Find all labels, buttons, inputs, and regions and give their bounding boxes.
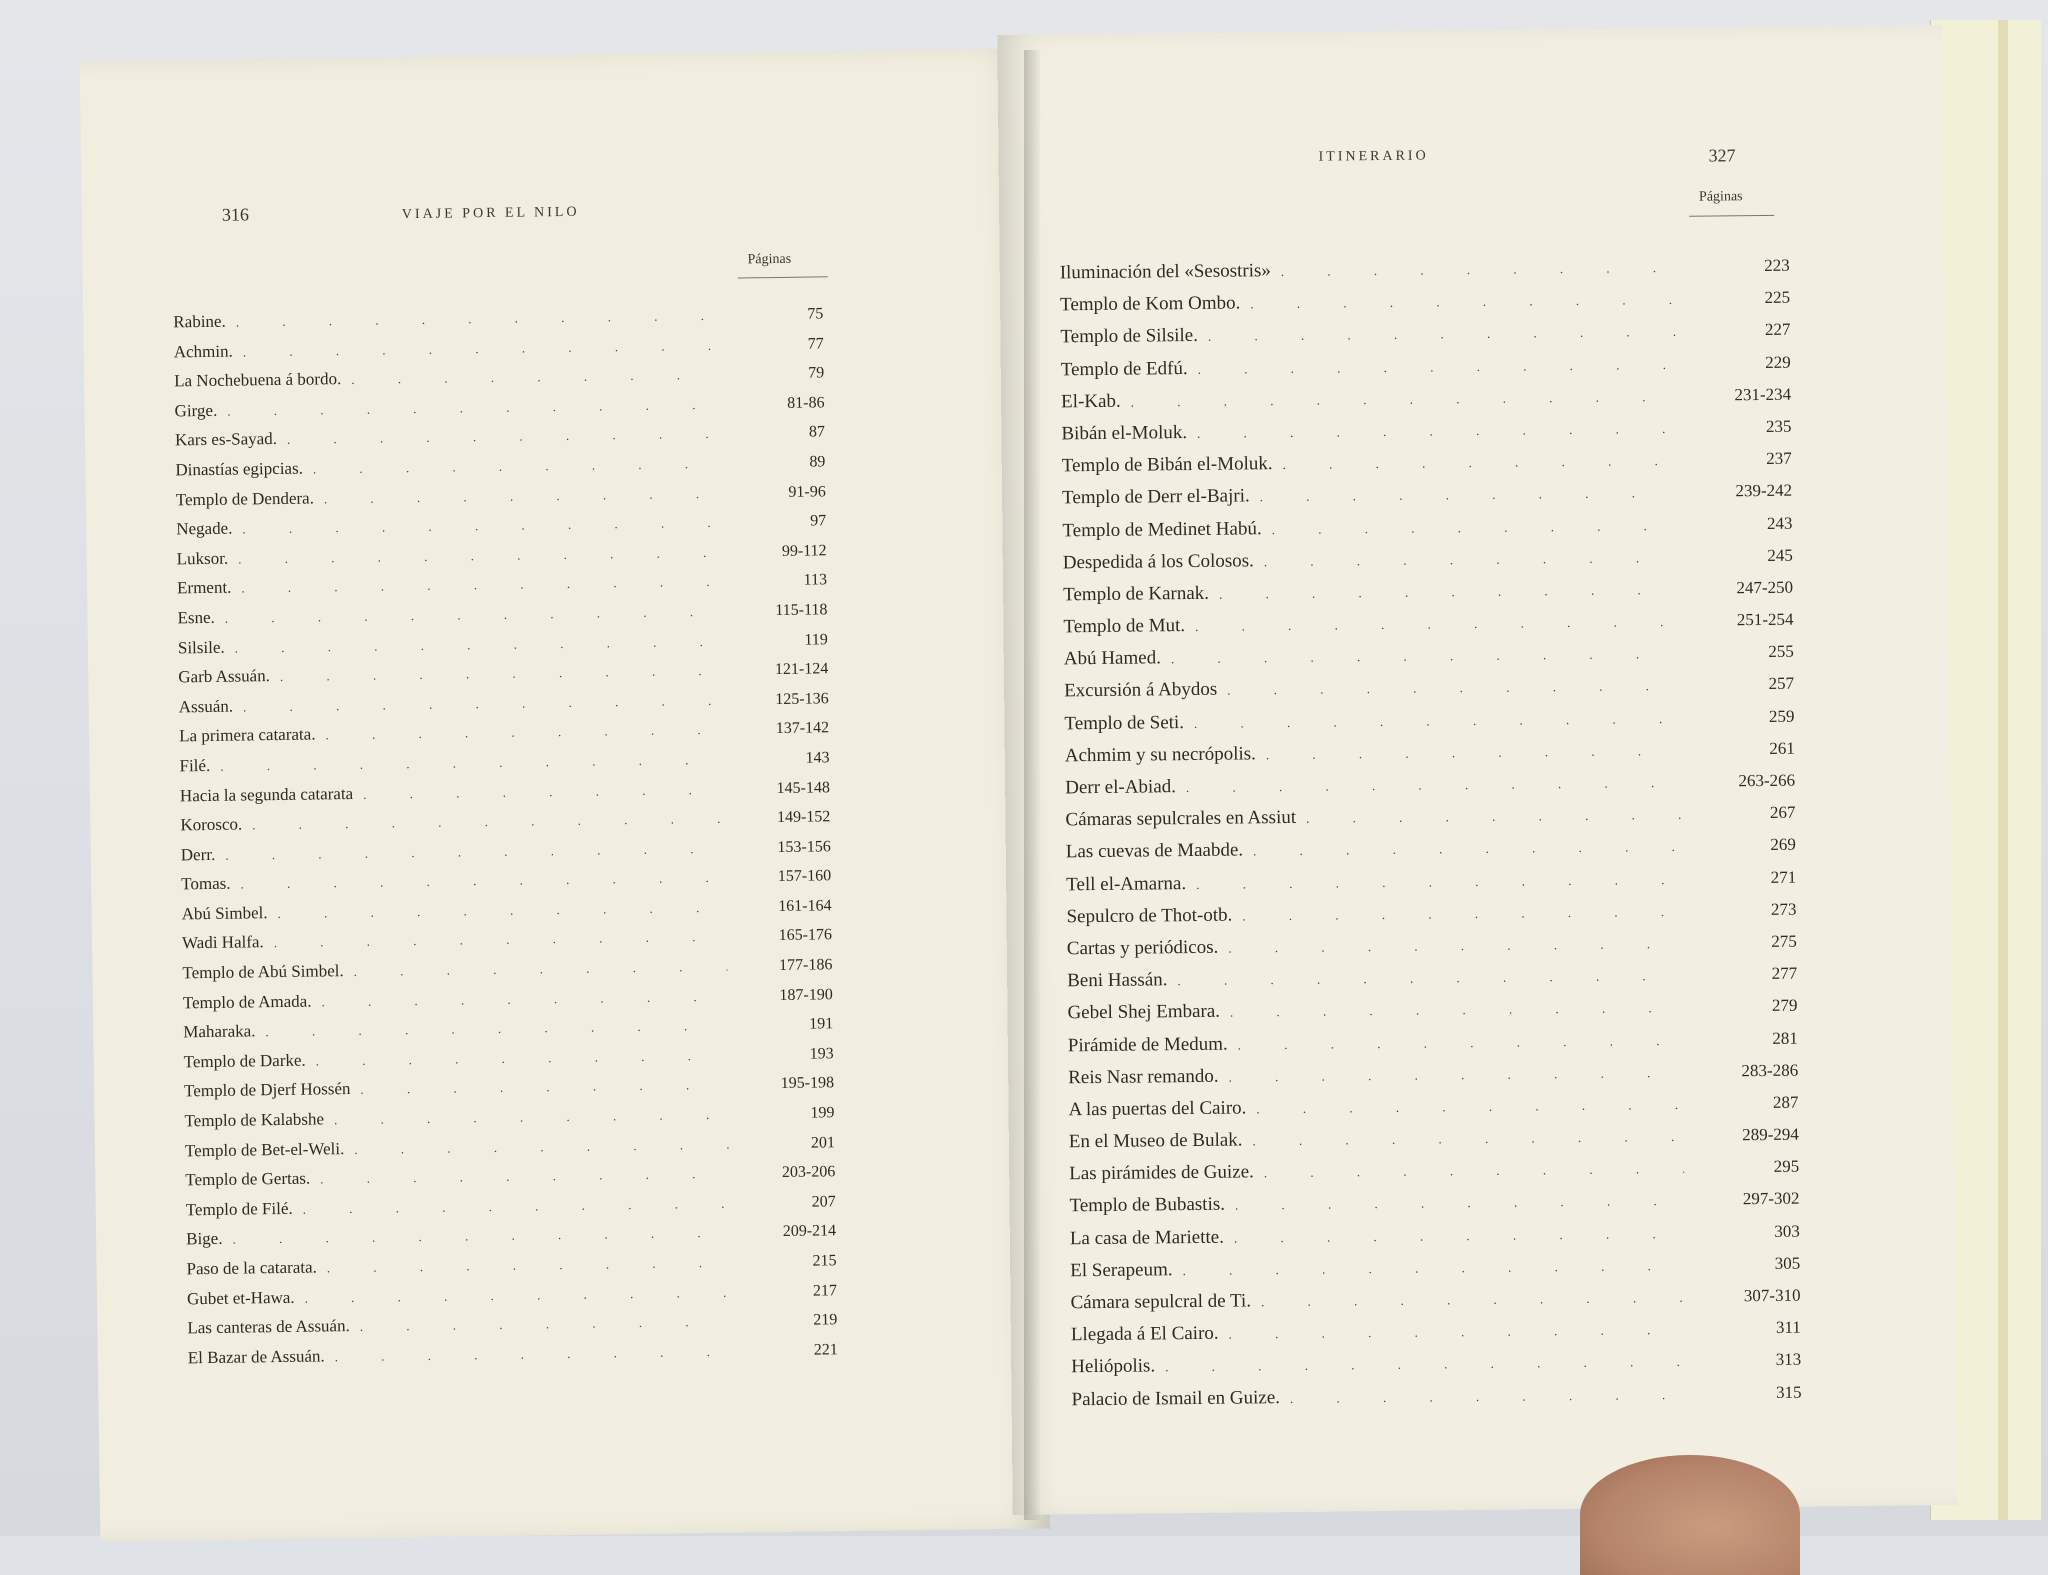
toc-dot-leader xyxy=(354,1136,730,1157)
toc-entry-title: Palacio de Ismail en Guize. xyxy=(1071,1386,1281,1410)
left-column-label: Páginas xyxy=(747,251,792,268)
toc-entry-pages: 203-206 xyxy=(781,1163,836,1182)
toc-entry-title: Abú Hamed. xyxy=(1063,647,1162,670)
toc-dot-leader xyxy=(325,722,724,744)
toc-dot-leader xyxy=(236,308,719,331)
toc-dot-leader xyxy=(1234,1225,1685,1246)
toc-entry-title: Bige. xyxy=(186,1229,223,1249)
toc-entry-title: Gebel Shej Embara. xyxy=(1067,1001,1221,1024)
toc-entry-pages: 283-286 xyxy=(1741,1060,1799,1080)
toc-dot-leader xyxy=(1260,485,1678,505)
toc-entry-pages: 125-136 xyxy=(775,690,829,708)
toc-entry-pages: 75 xyxy=(807,305,824,323)
toc-dot-leader xyxy=(1227,678,1679,699)
toc-dot-leader xyxy=(1194,711,1680,732)
toc-dot-leader xyxy=(1238,1032,1683,1053)
toc-dot-leader xyxy=(225,604,723,627)
toc-entry-title: Bibán el-Moluk. xyxy=(1061,421,1188,445)
toc-dot-leader xyxy=(1242,904,1681,925)
toc-entry-pages: 313 xyxy=(1775,1350,1802,1370)
toc-dot-leader xyxy=(334,1107,730,1129)
right-column-label: Páginas xyxy=(1698,189,1743,205)
toc-entry-pages: 97 xyxy=(810,512,827,530)
toc-dot-leader xyxy=(1306,807,1681,827)
toc-dot-leader xyxy=(1256,1097,1683,1117)
toc-dot-leader xyxy=(327,1255,732,1277)
toc-entry-pages: 143 xyxy=(805,749,830,767)
toc-entry-pages: 235 xyxy=(1765,416,1792,436)
toc-entry-title: Dinastías egipcias. xyxy=(175,458,304,480)
thumb xyxy=(1580,1455,1800,1575)
toc-entry-title: Templo de Bubastis. xyxy=(1069,1194,1226,1217)
toc-dot-leader xyxy=(238,545,722,568)
toc-dot-leader xyxy=(243,692,724,715)
toc-dot-leader xyxy=(321,988,728,1010)
toc-dot-leader xyxy=(1197,421,1677,442)
toc-entry-pages: 251-254 xyxy=(1736,609,1794,630)
toc-entry-title: Erment. xyxy=(176,577,232,598)
toc-entry-title: Templo de Seti. xyxy=(1064,711,1185,734)
toc-dot-leader xyxy=(335,1343,733,1365)
toc-entry-pages: 223 xyxy=(1764,255,1790,275)
toc-entry-title: Assuán. xyxy=(178,696,234,717)
toc-entry-title: Filé. xyxy=(179,755,211,776)
toc-entry-pages: 269 xyxy=(1770,835,1796,855)
toc-entry-title: El-Kab. xyxy=(1061,390,1121,413)
toc-entry-pages: 287 xyxy=(1772,1092,1799,1112)
toc-entry-title: Paso de la catarata. xyxy=(186,1257,317,1279)
toc-entry-title: Templo de Djerf Hossén xyxy=(183,1079,351,1101)
toc-entry-pages: 305 xyxy=(1774,1253,1801,1273)
toc-dot-leader xyxy=(1264,550,1678,570)
toc-entry-pages: 145-148 xyxy=(776,778,831,797)
toc-dot-leader xyxy=(351,367,719,388)
toc-entry-pages: 289-294 xyxy=(1742,1124,1799,1145)
toc-entry-pages: 137-142 xyxy=(775,719,830,738)
toc-entry-pages: 199 xyxy=(810,1104,835,1122)
toc-entry-title: Maharaka. xyxy=(183,1021,256,1042)
toc-entry-title: Templo de Derr el-Bajri. xyxy=(1062,485,1250,509)
toc-dot-leader xyxy=(1177,968,1682,989)
toc-entry-title: Wadi Halfa. xyxy=(181,932,264,953)
toc-entry-pages: 113 xyxy=(803,571,828,589)
left-toc-list xyxy=(173,303,838,1377)
toc-entry-pages: 215 xyxy=(812,1252,837,1270)
toc-dot-leader xyxy=(360,1314,733,1335)
toc-dot-leader xyxy=(252,811,725,834)
toc-dot-leader xyxy=(1266,743,1680,763)
toc-dot-leader xyxy=(1250,292,1675,312)
toc-dot-leader xyxy=(1229,1322,1686,1343)
toc-dot-leader xyxy=(1183,1258,1686,1279)
toc-entry-title: La Nochebuena á bordo. xyxy=(174,369,342,391)
toc-entry-title: Beni Hassán. xyxy=(1067,969,1168,992)
right-running-head: ITINERARIO xyxy=(1318,148,1429,165)
toc-entry-title: Cámaras sepulcrales en Assiut xyxy=(1065,807,1297,831)
toc-entry-title: Templo de Darke. xyxy=(183,1050,306,1072)
toc-dot-leader xyxy=(241,574,722,597)
toc-entry-title: Derr el-Abiad. xyxy=(1065,776,1177,799)
toc-dot-leader xyxy=(305,1284,733,1306)
toc-dot-leader xyxy=(1235,1193,1685,1214)
right-page-number: 327 xyxy=(1708,145,1736,166)
toc-entry-pages: 231-234 xyxy=(1734,384,1792,405)
toc-entry-pages: 247-250 xyxy=(1736,577,1794,598)
toc-dot-leader xyxy=(1171,646,1679,667)
toc-entry-title: Achmim y su necrópolis. xyxy=(1064,743,1256,767)
toc-dot-leader xyxy=(1228,936,1682,957)
toc-entry-pages: 307-310 xyxy=(1743,1285,1801,1306)
toc-entry-pages: 121-124 xyxy=(774,660,829,679)
right-page xyxy=(997,25,1957,1515)
toc-entry-title: El Bazar de Assuán. xyxy=(187,1346,325,1368)
toc-entry-title: Garb Assuán. xyxy=(178,666,271,687)
toc-entry-title: Korosco. xyxy=(180,814,243,835)
toc-entry-pages: 239-242 xyxy=(1735,481,1793,501)
toc-entry-pages: 263-266 xyxy=(1738,770,1796,791)
toc-entry-pages: 219 xyxy=(813,1311,838,1329)
toc-dot-leader xyxy=(225,840,726,863)
toc-dot-leader xyxy=(1261,1290,1686,1310)
toc-entry-title: Iluminación del «Sesostris» xyxy=(1059,260,1271,284)
toc-dot-leader xyxy=(1290,1386,1687,1406)
toc-entry-title: El Serapeum. xyxy=(1070,1259,1173,1282)
toc-entry-title: Templo de Gertas. xyxy=(185,1168,311,1190)
toc-entry-title: Reis Nasr remando. xyxy=(1068,1065,1219,1088)
toc-entry-title: Templo de Mut. xyxy=(1063,615,1186,638)
toc-entry-pages: 115-118 xyxy=(775,601,828,619)
left-page xyxy=(80,48,1051,1541)
toc-entry-title: Girge. xyxy=(174,400,218,421)
toc-dot-leader xyxy=(1186,775,1680,796)
toc-entry-pages: 177-186 xyxy=(778,956,833,975)
toc-dot-leader xyxy=(1219,582,1678,603)
toc-dot-leader xyxy=(1264,1161,1684,1181)
toc-entry-pages: 275 xyxy=(1771,931,1797,951)
toc-entry-pages: 315 xyxy=(1775,1382,1802,1402)
toc-entry-pages: 273 xyxy=(1770,899,1797,919)
toc-dot-leader xyxy=(1252,1129,1684,1150)
toc-entry-pages: 77 xyxy=(807,334,824,353)
toc-entry-title: En el Museo de Bulak. xyxy=(1068,1129,1243,1153)
toc-entry-pages: 207 xyxy=(811,1193,836,1211)
toc-entry-pages: 89 xyxy=(809,453,826,471)
toc-entry-title: Templo de Abú Simbel. xyxy=(182,961,344,983)
toc-entry-pages: 165-176 xyxy=(778,926,833,945)
toc-entry-pages: 259 xyxy=(1768,706,1795,726)
toc-dot-leader xyxy=(1283,453,1677,473)
toc-entry-title: Kars es-Sayad. xyxy=(174,429,278,450)
toc-dot-leader xyxy=(1198,356,1676,377)
toc-entry-pages: 79 xyxy=(808,364,825,382)
toc-entry-pages: 311 xyxy=(1775,1317,1801,1338)
toc-dot-leader xyxy=(303,1196,731,1218)
toc-entry-title: Achmin. xyxy=(173,341,233,362)
toc-entry-title: Tomas. xyxy=(181,873,231,894)
toc-entry-pages: 119 xyxy=(804,630,828,649)
toc-dot-leader xyxy=(235,633,723,656)
toc-entry-title: Templo de Karnak. xyxy=(1063,582,1210,606)
toc-entry-pages: 217 xyxy=(812,1281,838,1300)
toc-entry-pages: 161-164 xyxy=(778,897,832,915)
toc-dot-leader xyxy=(220,752,724,775)
toc-entry-title: La primera catarata. xyxy=(179,724,316,746)
toc-dot-leader xyxy=(320,1166,730,1188)
left-page-number: 316 xyxy=(221,204,250,225)
toc-entry-pages: 227 xyxy=(1764,320,1791,340)
toc-entry-title: Sepulcro de Thot-otb. xyxy=(1066,904,1233,928)
toc-dot-leader xyxy=(265,1018,728,1040)
toc-entry-pages: 257 xyxy=(1768,674,1795,694)
toc-dot-leader xyxy=(232,1225,731,1248)
toc-dot-leader xyxy=(240,870,726,893)
toc-dot-leader xyxy=(277,900,726,922)
toc-entry-pages: 303 xyxy=(1774,1221,1800,1241)
toc-entry-pages: 255 xyxy=(1768,641,1794,662)
toc-dot-leader xyxy=(1230,1000,1683,1021)
toc-entry-title: Templo de Dendera. xyxy=(175,488,315,509)
book-gutter xyxy=(1024,50,1040,1520)
toc-entry-title: Templo de Silsile. xyxy=(1060,325,1199,348)
toc-entry-title: Templo de Medinet Habú. xyxy=(1062,517,1262,541)
toc-entry-title: Templo de Amada. xyxy=(182,991,312,1013)
toc-entry-pages: 243 xyxy=(1766,513,1793,533)
toc-entry-title: Las canteras de Assuán. xyxy=(187,1316,350,1338)
toc-entry-title: Gubet et-Hawa. xyxy=(186,1287,295,1308)
toc-dot-leader xyxy=(363,781,725,802)
toc-dot-leader xyxy=(316,1048,729,1070)
toc-entry xyxy=(1071,1381,1801,1421)
toc-dot-leader xyxy=(1196,871,1681,892)
toc-entry-pages: 271 xyxy=(1770,867,1797,887)
toc-dot-leader xyxy=(1165,1354,1686,1375)
toc-entry-title: Cámara sepulcral de Ti. xyxy=(1070,1290,1252,1314)
toc-entry-title: Templo de Bibán el-Moluk. xyxy=(1061,453,1273,477)
toc-dot-leader xyxy=(280,663,724,685)
toc-dot-leader xyxy=(287,426,720,448)
toc-dot-leader xyxy=(1281,260,1675,280)
toc-entry-pages: 237 xyxy=(1766,448,1792,469)
toc-dot-leader xyxy=(1253,839,1681,859)
toc-entry-pages: 153-156 xyxy=(777,837,831,856)
toc-entry-title: Esne. xyxy=(177,607,215,628)
toc-entry-title: Excursión á Abydos xyxy=(1064,679,1218,702)
toc-entry-title: Cartas y periódicos. xyxy=(1066,936,1219,960)
toc-entry-title: Templo de Bet-el-Weli. xyxy=(184,1138,345,1160)
toc-entry-pages: 201 xyxy=(810,1133,835,1152)
book-cover-spine xyxy=(1998,20,2008,1520)
toc-entry-title: Templo de Edfú. xyxy=(1060,357,1188,380)
toc-entry-pages: 193 xyxy=(809,1045,834,1063)
toc-entry-title: Silsile. xyxy=(177,637,225,657)
toc-dot-leader xyxy=(242,515,721,538)
toc-entry-pages: 149-152 xyxy=(776,808,831,827)
toc-entry-title: Pirámide de Medum. xyxy=(1067,1033,1228,1056)
toc-entry-title: Las pirámides de Guize. xyxy=(1069,1161,1254,1185)
toc-entry-pages: 261 xyxy=(1769,738,1795,758)
toc-entry-title: Rabine. xyxy=(173,311,226,332)
toc-entry-pages: 81-86 xyxy=(787,394,825,412)
toc-entry-pages: 245 xyxy=(1767,545,1793,565)
toc-entry-pages: 187-190 xyxy=(779,985,833,1004)
toc-entry-pages: 297-302 xyxy=(1742,1189,1800,1209)
toc-dot-leader xyxy=(360,1077,729,1098)
toc-dot-leader xyxy=(227,397,720,420)
toc-dot-leader xyxy=(1131,389,1677,411)
toc-entry-title: Derr. xyxy=(180,844,216,865)
toc-entry-pages: 91-96 xyxy=(788,482,826,501)
toc-entry-title: La casa de Mariette. xyxy=(1069,1226,1225,1249)
toc-dot-leader xyxy=(274,929,727,951)
toc-entry-title: Despedida á los Colosos. xyxy=(1062,550,1254,574)
toc-dot-leader xyxy=(1272,517,1678,537)
toc-dot-leader xyxy=(324,485,721,507)
toc-entry-title: Abú Simbel. xyxy=(181,903,268,924)
toc-entry-title: Negade. xyxy=(176,518,233,539)
toc-entry-title: Las cuevas de Maabde. xyxy=(1065,839,1244,863)
toc-entry-title: Templo de Filé. xyxy=(185,1198,293,1220)
toc-entry-title: A las puertas del Cairo. xyxy=(1068,1097,1247,1121)
toc-entry-title: Luksor. xyxy=(176,548,229,569)
toc-dot-leader xyxy=(1195,614,1679,635)
toc-entry-pages: 279 xyxy=(1771,995,1798,1016)
toc-entry-pages: 295 xyxy=(1773,1156,1800,1177)
toc-dot-leader xyxy=(313,456,721,478)
toc-entry-pages: 225 xyxy=(1764,287,1791,308)
open-book xyxy=(80,20,1980,1530)
right-toc-list xyxy=(1060,255,1802,1421)
toc-dot-leader xyxy=(1229,1065,1684,1086)
left-running-head: VIAJE POR EL NILO xyxy=(401,204,580,223)
toc-entry-pages: 209-214 xyxy=(782,1222,837,1241)
right-column-rule xyxy=(1689,215,1774,217)
toc-entry-pages: 99-112 xyxy=(781,542,827,560)
toc-entry-pages: 191 xyxy=(809,1015,834,1033)
toc-entry-title: Templo de Kalabshe xyxy=(184,1109,325,1131)
toc-entry-pages: 157-160 xyxy=(777,867,832,886)
toc-entry-pages: 281 xyxy=(1772,1028,1798,1048)
toc-entry-title: Templo de Kom Ombo. xyxy=(1059,292,1241,316)
toc-entry-title: Llegada á El Cairo. xyxy=(1070,1322,1219,1346)
toc-dot-leader xyxy=(243,337,719,360)
toc-dot-leader xyxy=(1208,324,1676,345)
toc-entry-pages: 87 xyxy=(808,423,826,441)
toc-entry-pages: 221 xyxy=(813,1341,838,1359)
toc-entry-pages: 277 xyxy=(1771,963,1798,984)
toc-entry-pages: 229 xyxy=(1765,352,1791,372)
toc-entry-title: Hacia la segunda catarata xyxy=(179,783,354,805)
left-column-rule xyxy=(738,276,828,278)
toc-entry-title: Heliópolis. xyxy=(1071,1355,1156,1378)
toc-entry-title: Tell el-Amarna. xyxy=(1066,872,1187,895)
toc-dot-leader xyxy=(354,959,728,980)
toc-entry-pages: 195-198 xyxy=(780,1074,835,1093)
toc-entry-pages: 267 xyxy=(1769,802,1796,823)
